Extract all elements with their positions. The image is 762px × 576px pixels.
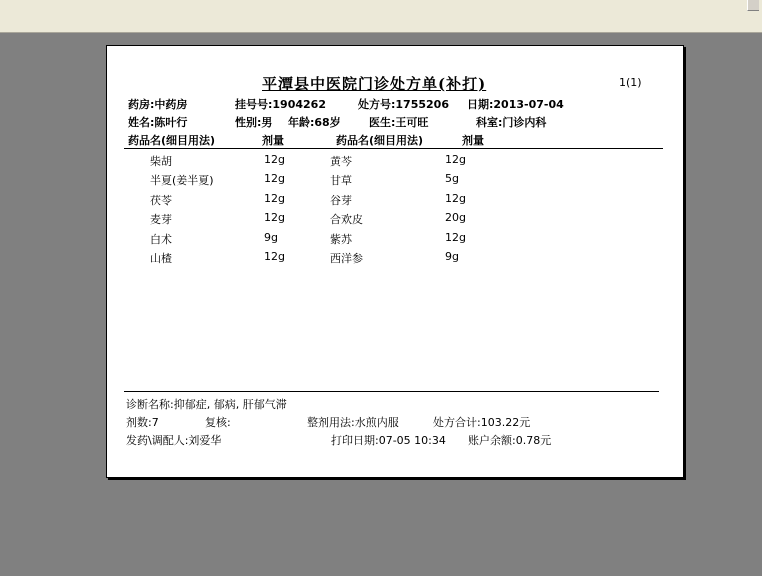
drug-name: 白术: [150, 233, 172, 246]
drug-dose: 20g: [445, 211, 466, 224]
drug-dose: 12g: [445, 153, 466, 166]
drug-name: 黄芩: [330, 155, 352, 168]
diagnosis: 诊断名称:抑郁症, 郁病, 肝郁气滞: [126, 398, 287, 411]
column-header-dose-2: 剂量: [462, 134, 484, 147]
pharmacy-label: 药房:中药房: [128, 98, 188, 111]
drug-name: 西洋参: [330, 252, 363, 265]
prescription-page: [106, 45, 684, 478]
register-number: 挂号号:1904262: [235, 98, 326, 111]
drug-name: 紫苏: [330, 233, 352, 246]
drug-dose: 5g: [445, 172, 459, 185]
prescription-total: 处方合计:103.22元: [433, 416, 531, 429]
drug-name: 半夏(姜半夏): [150, 174, 214, 187]
header-divider: [124, 148, 663, 149]
drug-dose: 12g: [264, 153, 285, 166]
drug-name: 柴胡: [150, 155, 172, 168]
prescription-number: 处方号:1755206: [358, 98, 449, 111]
drug-name: 麦芽: [150, 213, 172, 226]
department-name: 科室:门诊内科: [476, 116, 547, 129]
patient-age: 年龄:68岁: [288, 116, 341, 129]
patient-name: 姓名:陈叶行: [128, 116, 188, 129]
dispenser: 发药\调配人:刘爱华: [126, 434, 222, 447]
print-date: 打印日期:07-05 10:34: [331, 434, 446, 447]
doctor-name: 医生:王可旺: [369, 116, 429, 129]
prescription-date: 日期:2013-07-04: [467, 98, 564, 111]
window-top-bar: [0, 0, 762, 33]
scroll-corner: [747, 0, 759, 11]
page-indicator: 1(1): [619, 76, 642, 89]
column-header-drug-1: 药品名(细目用法): [128, 134, 216, 147]
column-header-dose-1: 剂量: [262, 134, 284, 147]
drug-dose: 12g: [445, 192, 466, 205]
patient-gender: 性别:男: [235, 116, 273, 129]
drug-name: 茯苓: [150, 194, 172, 207]
page-title: 平潭县中医院门诊处方单(补打): [262, 75, 487, 93]
column-header-drug-2: 药品名(细目用法): [336, 134, 424, 147]
dose-count: 剂数:7: [126, 416, 159, 429]
drug-name: 谷芽: [330, 194, 352, 207]
drug-dose: 12g: [445, 231, 466, 244]
drug-dose: 12g: [264, 192, 285, 205]
drug-dose: 9g: [264, 231, 278, 244]
drug-name: 山楂: [150, 252, 172, 265]
drug-name: 甘草: [330, 174, 352, 187]
drug-dose: 12g: [264, 250, 285, 263]
review-label: 复核:: [205, 416, 231, 429]
usage-instructions: 整剂用法:水煎内服: [307, 416, 399, 429]
drug-dose: 12g: [264, 211, 285, 224]
account-balance: 账户余额:0.78元: [468, 434, 552, 447]
footer-divider: [124, 391, 659, 392]
drug-dose: 12g: [264, 172, 285, 185]
drug-dose: 9g: [445, 250, 459, 263]
drug-name: 合欢皮: [330, 213, 363, 226]
